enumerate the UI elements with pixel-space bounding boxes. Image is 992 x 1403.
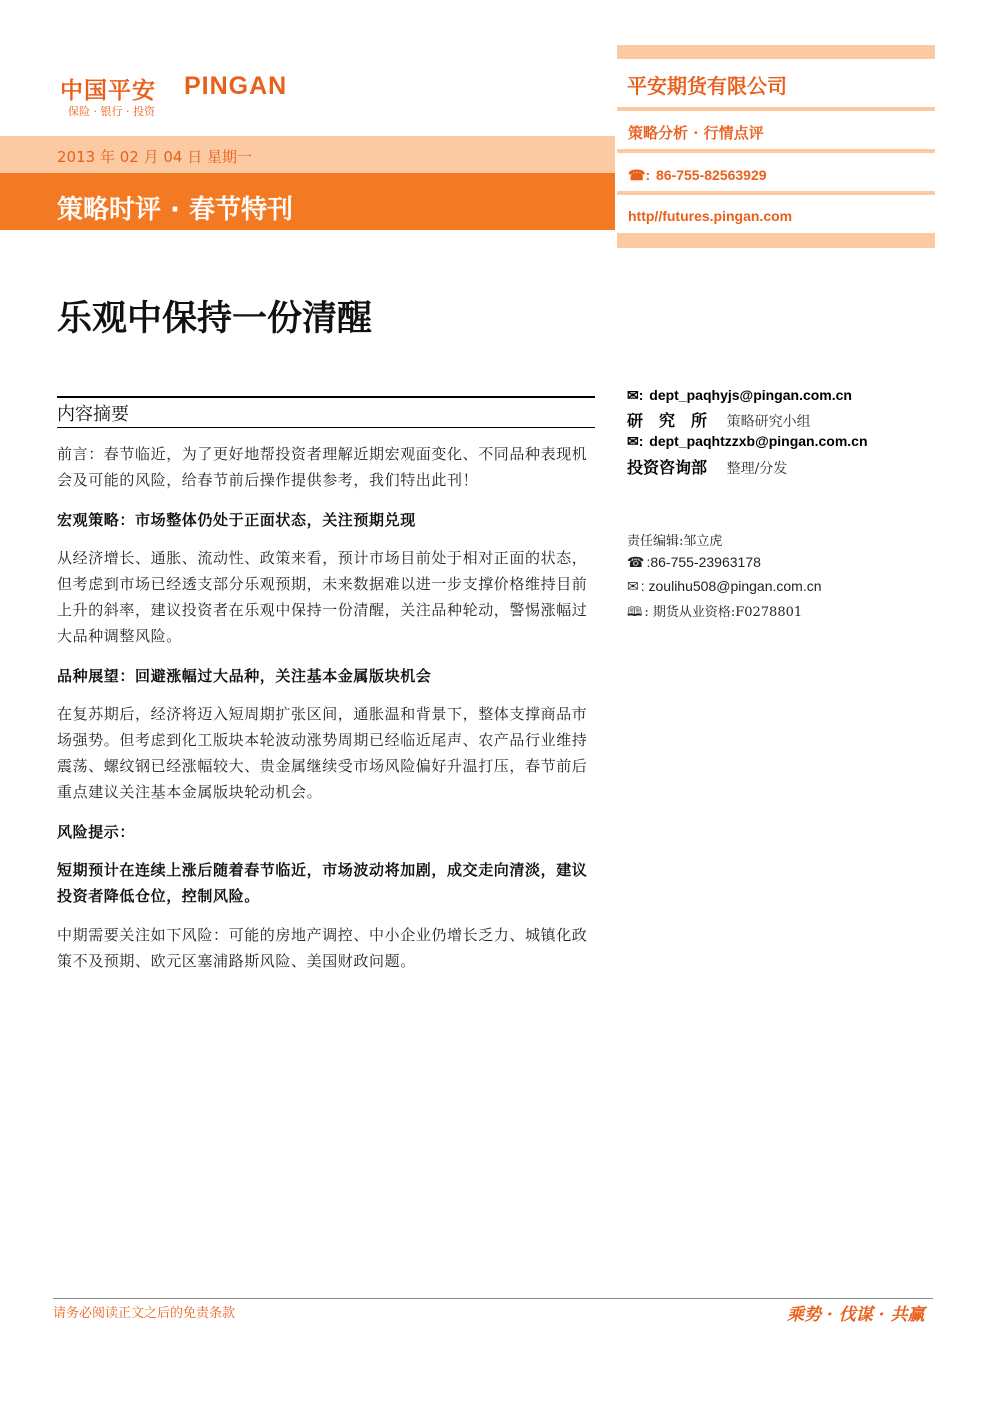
editor-license <box>627 601 802 625</box>
disclaimer-note: 请务必阅读正文之后的免责条款 <box>53 1306 236 1321</box>
panel-stripe <box>617 149 935 153</box>
book-icon: 🕮 <box>627 605 643 620</box>
editor-license-text: : 期货从业资格:F0278801 <box>644 605 803 620</box>
summary-bottom-rule <box>57 427 595 428</box>
logo-cn-text: 中国平安 <box>60 78 156 104</box>
logo-en-text: PINGAN <box>184 72 288 100</box>
panel-stripe <box>617 191 935 195</box>
editor-name: 责任编辑:邹立虎 <box>627 534 723 549</box>
editor-email[interactable] <box>627 578 822 595</box>
pingan-logo <box>60 70 320 120</box>
macro-strategy-heading: 宏观策略：市场整体仍处于正面状态，关注预期兑现 <box>57 511 416 529</box>
logo-subtitle: 保险 · 银行 · 投资 <box>68 105 155 118</box>
summary-intro: 前言：春节临近，为了更好地帮投资者理解近期宏观面变化、不同品种表现机会及可能的风险，给春节前后操作提供参考，我们特出此刊！ <box>57 445 588 489</box>
company-phone <box>628 167 767 184</box>
variety-outlook-heading: 品种展望：回避涨幅过大品种，关注基本金属版块机会 <box>57 667 432 685</box>
footer-slogan: 乘势 · 伐谋 · 共赢 <box>787 1305 925 1325</box>
research-dept-name: 研 究 所 <box>627 411 708 430</box>
report-title: 乐观中保持一份清醒 <box>57 298 373 339</box>
phone-icon: ☎: <box>628 167 651 183</box>
editor-phone <box>627 554 761 571</box>
risk-heading: 风险提示： <box>57 823 136 841</box>
company-name: 平安期货有限公司 <box>627 74 787 98</box>
research-email-address: dept_paqhyjs@pingan.com.cn <box>649 387 852 403</box>
summary-heading: 内容摘要 <box>57 404 129 425</box>
company-url[interactable]: http//futures.pingan.com <box>628 208 793 224</box>
panel-stripe <box>617 233 935 248</box>
risk-short-term: 短期预计在连续上涨后随着春节临近，市场波动将加剧，成交走向清淡，建议投资者降低仓位，控制风险。 <box>57 861 588 905</box>
research-dept-sub: 策略研究小组 <box>726 414 811 430</box>
company-tagline: 策略分析 · 行情点评 <box>628 124 764 142</box>
report-date: 2013 年 02 月 04 日 星期一 <box>57 148 252 166</box>
envelope-icon: ✉: <box>627 387 644 403</box>
panel-stripe <box>617 107 935 111</box>
summary-top-rule <box>57 396 595 398</box>
editor-phone-number: :86-755-23963178 <box>646 554 761 570</box>
editor-email-address: : zoulihu508@pingan.com.cn <box>640 578 822 594</box>
advisory-dept-sub: 整理/分发 <box>726 461 788 477</box>
company-phone-number: 86-755-82563929 <box>656 167 767 183</box>
advisory-dept-name: 投资咨询部 <box>627 458 708 477</box>
variety-outlook-body: 在复苏期后，经济将迈入短周期扩张区间，通胀温和背景下，整体支撑商品市场强势。但考虑到化工版块本轮波动涨势周期已经临近尾声、农产品行业维持震荡、螺纹钢已经涨幅较大、贵金属继续受市场风险偏好升温打压，春节前后重点建议关注基本金属版块轮动机会。 <box>57 705 588 801</box>
advisory-dept <box>627 455 787 478</box>
series-title: 策略时评 · 春节特刊 <box>57 195 293 225</box>
footer-rule <box>53 1298 933 1299</box>
research-email[interactable] <box>627 387 852 404</box>
advisory-email[interactable] <box>627 433 868 450</box>
research-dept <box>627 408 811 431</box>
envelope-icon: ✉ <box>627 578 639 594</box>
phone-icon: ☎ <box>627 554 645 570</box>
macro-strategy-body: 从经济增长、通胀、流动性、政策来看，预计市场目前处于相对正面的状态，但考虑到市场已经透支部分乐观预期，未来数据难以进一步支撑价格维持目前上升的斜率，建议投资者在乐观中保持一份清醒，关注品种轮动，警惕涨幅过大品种调整风险。 <box>57 549 588 645</box>
panel-stripe <box>617 45 935 59</box>
envelope-icon: ✉: <box>627 433 644 449</box>
risk-mid-term: 中期需要关注如下风险：可能的房地产调控、中小企业仍增长乏力、城镇化政策不及预期、欧元区塞浦路斯风险、美国财政问题。 <box>57 926 588 970</box>
advisory-email-address: dept_paqhtzzxb@pingan.com.cn <box>649 433 868 449</box>
